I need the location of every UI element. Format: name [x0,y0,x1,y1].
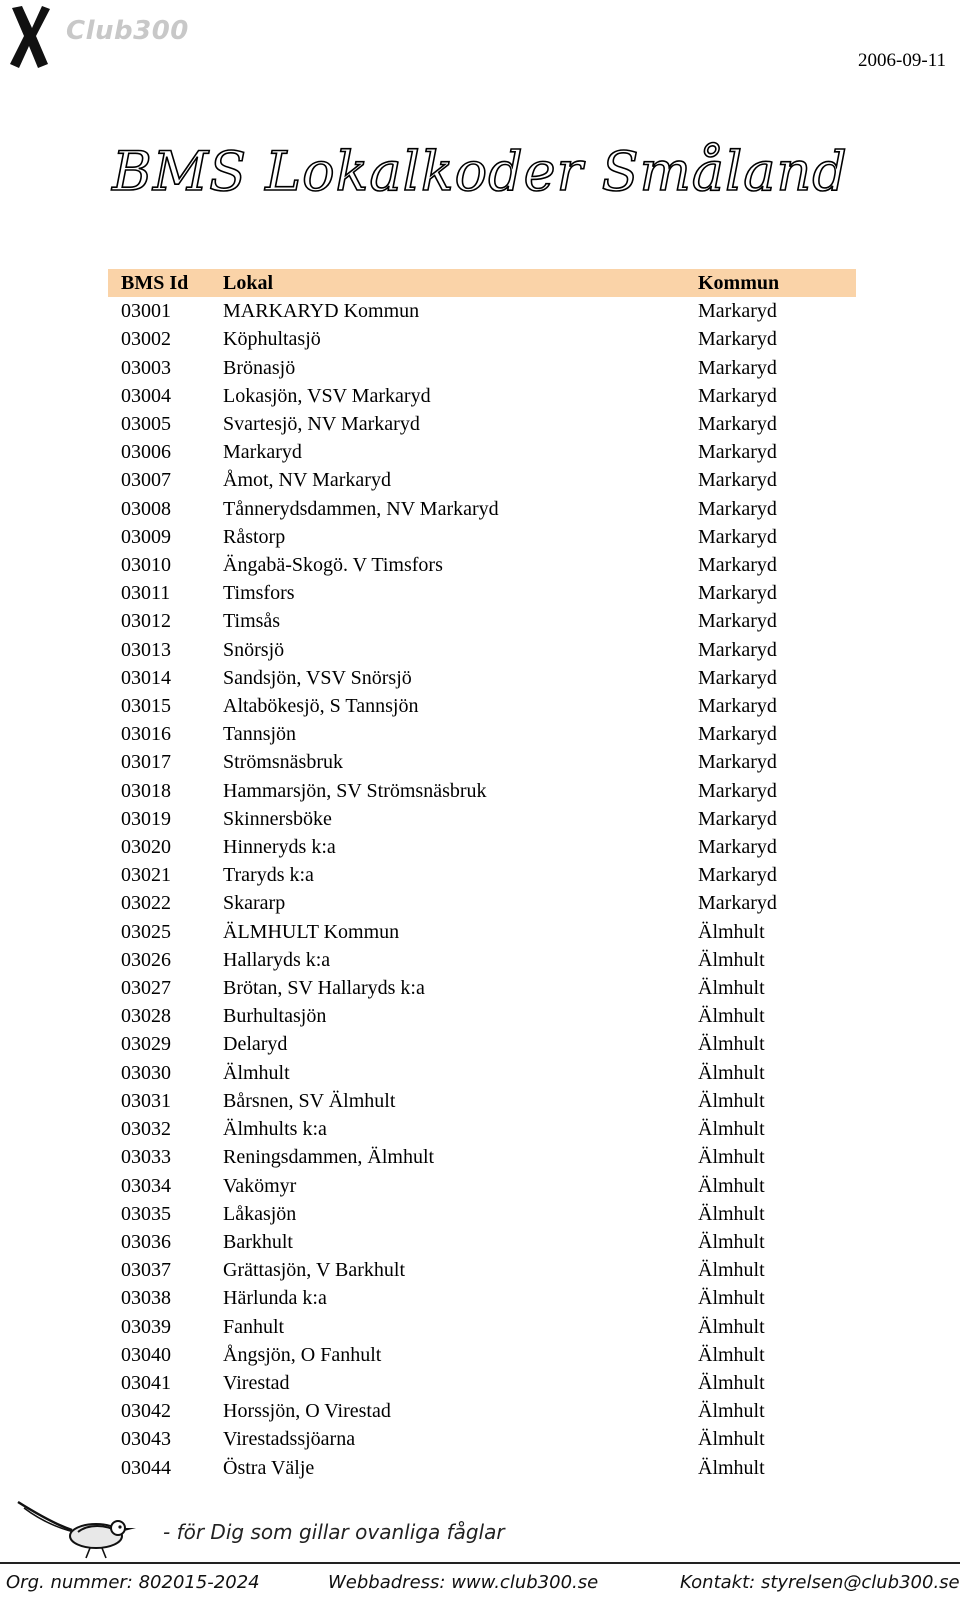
cell-kommun: Markaryd [698,469,777,492]
cell-lokal: Svartesjö, NV Markaryd [223,413,420,436]
table-row [108,1369,856,1397]
cell-lokal: Åmot, NV Markaryd [223,469,391,492]
cell-kommun: Älmhult [698,920,765,943]
table-row [108,889,856,917]
cell-kommun: Älmhult [698,1315,765,1338]
cell-kommun: Markaryd [698,356,777,379]
column-header-lokal: Lokal [223,272,274,294]
cell-lokal: Fanhult [223,1315,285,1338]
cell-bms-id: 03030 [121,1061,171,1084]
cell-lokal: Ängabä-Skogö. V Timsfors [223,554,443,577]
table-row [108,551,856,579]
cell-kommun: Markaryd [698,638,777,661]
x-logo-icon [6,2,56,72]
cell-bms-id: 03036 [121,1230,171,1253]
cell-lokal: ÄLMHULT Kommun [223,920,400,943]
table-row [108,325,856,353]
cell-kommun: Markaryd [698,610,777,633]
cell-kommun: Markaryd [698,554,777,577]
table-row [108,1059,856,1087]
table-row [108,1143,856,1171]
cell-kommun: Markaryd [698,892,777,915]
cell-kommun: Älmhult [698,1089,765,1112]
cell-lokal: Skararp [223,892,286,915]
cell-lokal: Snörsjö [223,638,285,661]
table-row [108,805,856,833]
cell-bms-id: 03021 [121,864,171,887]
cell-kommun: Markaryd [698,441,777,464]
cell-kommun: Älmhult [698,948,765,971]
document-date: 2006-09-11 [858,50,946,71]
footer-divider [0,1562,960,1564]
cell-kommun: Markaryd [698,836,777,859]
table-row [108,438,856,466]
cell-lokal: Köphultasjö [223,328,321,351]
cell-bms-id: 03040 [121,1343,171,1366]
cell-lokal: Råstorp [223,525,286,548]
cell-bms-id: 03010 [121,554,171,577]
cell-kommun: Älmhult [698,1371,765,1394]
table-row [108,1115,856,1143]
cell-bms-id: 03026 [121,948,171,971]
bird-icon [14,1498,154,1562]
table-row [108,1341,856,1369]
cell-bms-id: 03002 [121,328,171,351]
cell-kommun: Markaryd [698,384,777,407]
brand-name: Club300 [66,16,189,46]
cell-bms-id: 03039 [121,1315,171,1338]
cell-lokal: Brötan, SV Hallaryds k:a [223,977,425,1000]
page-title: BMS Lokalkoder Småland [112,140,848,203]
cell-kommun: Markaryd [698,300,777,323]
cell-bms-id: 03037 [121,1259,171,1282]
table-row [108,720,856,748]
cell-bms-id: 03017 [121,751,171,774]
cell-bms-id: 03041 [121,1371,171,1394]
cell-bms-id: 03033 [121,1146,171,1169]
location-codes-table [108,269,856,1482]
cell-kommun: Älmhult [698,1400,765,1423]
cell-bms-id: 03005 [121,413,171,436]
cell-lokal: Tånnerydsdammen, NV Markaryd [223,497,499,520]
cell-kommun: Älmhult [698,1456,765,1479]
cell-lokal: Älmhults k:a [223,1118,327,1141]
footer-web-address[interactable]: Webbadress: www.club300.se [328,1572,599,1593]
cell-lokal: Delaryd [223,1033,288,1056]
table-row [108,297,856,325]
cell-lokal: Timsås [223,610,281,633]
table-row [108,1284,856,1312]
cell-lokal: MARKARYD Kommun [223,300,420,323]
cell-kommun: Markaryd [698,413,777,436]
cell-kommun: Älmhult [698,1033,765,1056]
cell-lokal: Virestadssjöarna [223,1428,356,1451]
table-row [108,1425,856,1453]
cell-lokal: Låkasjön [223,1202,297,1225]
footer-contact[interactable]: Kontakt: styrelsen@club300.se [680,1572,960,1593]
cell-bms-id: 03015 [121,695,171,718]
cell-kommun: Markaryd [698,582,777,605]
cell-bms-id: 03008 [121,497,171,520]
cell-lokal: Traryds k:a [223,864,314,887]
cell-lokal: Älmhult [223,1061,290,1084]
table-row [108,523,856,551]
footer-org-number: Org. nummer: 802015-2024 [6,1572,260,1593]
cell-bms-id: 03006 [121,441,171,464]
table-row [108,354,856,382]
cell-kommun: Markaryd [698,723,777,746]
cell-kommun: Älmhult [698,1146,765,1169]
cell-lokal: Hammarsjön, SV Strömsnäsbruk [223,779,487,802]
cell-bms-id: 03043 [121,1428,171,1451]
cell-bms-id: 03009 [121,525,171,548]
table-row [108,692,856,720]
cell-kommun: Älmhult [698,1428,765,1451]
cell-bms-id: 03038 [121,1287,171,1310]
cell-bms-id: 03027 [121,977,171,1000]
table-body [108,297,856,1482]
cell-kommun: Älmhult [698,1259,765,1282]
club300-logo [6,2,216,72]
cell-lokal: Virestad [223,1371,290,1394]
table-row [108,1200,856,1228]
cell-bms-id: 03004 [121,384,171,407]
cell-kommun: Markaryd [698,525,777,548]
cell-kommun: Älmhult [698,1174,765,1197]
table-row [108,579,856,607]
cell-bms-id: 03012 [121,610,171,633]
table-row [108,636,856,664]
cell-kommun: Älmhult [698,1287,765,1310]
cell-lokal: Östra Välje [223,1456,315,1479]
cell-kommun: Markaryd [698,779,777,802]
table-row [108,1030,856,1058]
cell-lokal: Strömsnäsbruk [223,751,343,774]
cell-lokal: Barkhult [223,1230,293,1253]
cell-lokal: Grättasjön, V Barkhult [223,1259,406,1282]
table-row [108,410,856,438]
cell-kommun: Markaryd [698,666,777,689]
cell-kommun: Markaryd [698,328,777,351]
cell-kommun: Älmhult [698,1343,765,1366]
table-row [108,382,856,410]
cell-bms-id: 03044 [121,1456,171,1479]
table-row [108,918,856,946]
cell-bms-id: 03014 [121,666,171,689]
cell-lokal: Burhultasjön [223,1005,327,1028]
cell-bms-id: 03025 [121,920,171,943]
cell-bms-id: 03042 [121,1400,171,1423]
cell-bms-id: 03032 [121,1118,171,1141]
table-row [108,748,856,776]
cell-bms-id: 03022 [121,892,171,915]
table-row [108,1002,856,1030]
cell-bms-id: 03011 [121,582,171,605]
cell-bms-id: 03003 [121,356,171,379]
cell-lokal: Lokasjön, VSV Markaryd [223,384,431,407]
cell-bms-id: 03001 [121,300,171,323]
cell-kommun: Älmhult [698,977,765,1000]
cell-kommun: Älmhult [698,1202,765,1225]
cell-lokal: Bårsnen, SV Älmhult [223,1089,396,1112]
cell-lokal: Tannsjön [223,723,297,746]
table-row [108,1087,856,1115]
table-row [108,495,856,523]
cell-kommun: Markaryd [698,864,777,887]
cell-bms-id: 03013 [121,638,171,661]
cell-bms-id: 03020 [121,836,171,859]
table-row [108,833,856,861]
table-row [108,1172,856,1200]
cell-bms-id: 03007 [121,469,171,492]
table-row [108,777,856,805]
cell-bms-id: 03031 [121,1089,171,1112]
table-row [108,1397,856,1425]
cell-bms-id: 03029 [121,1033,171,1056]
cell-lokal: Sandsjön, VSV Snörsjö [223,666,412,689]
cell-lokal: Ångsjön, O Fanhult [223,1343,382,1366]
cell-bms-id: 03035 [121,1202,171,1225]
cell-lokal: Vakömyr [223,1174,297,1197]
footer-tagline: - för Dig som gillar ovanliga fåglar [163,1520,505,1544]
cell-lokal: Skinnersböke [223,807,332,830]
cell-lokal: Härlunda k:a [223,1287,327,1310]
footer [0,1496,960,1597]
cell-lokal: Hinneryds k:a [223,836,336,859]
cell-bms-id: 03028 [121,1005,171,1028]
cell-lokal: Altabökesjö, S Tannsjön [223,695,419,718]
column-header-kommun: Kommun [698,272,780,294]
table-row [108,1454,856,1482]
cell-kommun: Älmhult [698,1118,765,1141]
cell-bms-id: 03016 [121,723,171,746]
table-row [108,861,856,889]
table-row [108,974,856,1002]
column-header-bms-id: BMS Id [121,272,189,294]
cell-kommun: Älmhult [698,1230,765,1253]
cell-bms-id: 03019 [121,807,171,830]
cell-lokal: Horssjön, O Virestad [223,1400,391,1423]
table-row [108,466,856,494]
cell-kommun: Markaryd [698,695,777,718]
cell-bms-id: 03034 [121,1174,171,1197]
cell-lokal: Brönasjö [223,356,296,379]
cell-lokal: Markaryd [223,441,302,464]
cell-lokal: Hallaryds k:a [223,948,331,971]
table-header-row [108,269,856,297]
table-row [108,1228,856,1256]
cell-kommun: Markaryd [698,497,777,520]
cell-lokal: Reningsdammen, Älmhult [223,1146,435,1169]
cell-kommun: Markaryd [698,751,777,774]
cell-lokal: Timsfors [223,582,295,605]
table-row [108,946,856,974]
table-row [108,664,856,692]
cell-kommun: Markaryd [698,807,777,830]
cell-bms-id: 03018 [121,779,171,802]
table-row [108,607,856,635]
cell-kommun: Älmhult [698,1005,765,1028]
table-row [108,1256,856,1284]
cell-kommun: Älmhult [698,1061,765,1084]
table-row [108,1313,856,1341]
